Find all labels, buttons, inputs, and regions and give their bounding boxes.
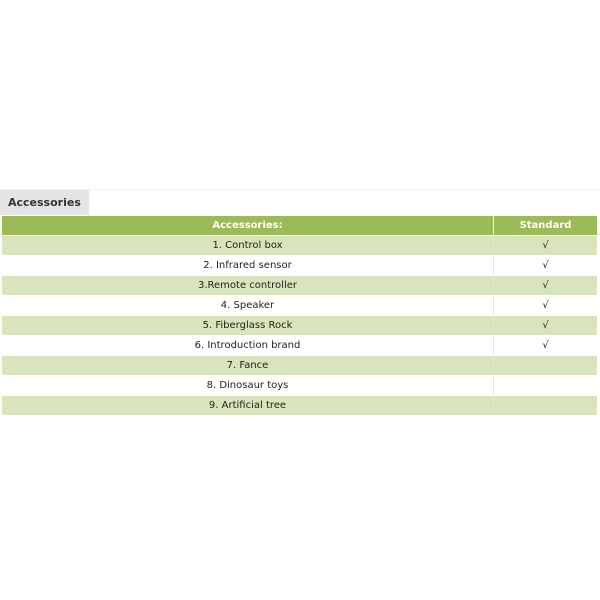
accessory-name-cell: 2. Infrared sensor [2, 256, 494, 276]
standard-check-cell: √ [494, 256, 598, 276]
accessory-name-cell: 3.Remote controller [2, 276, 494, 296]
table-row [2, 236, 598, 256]
tab-accessories[interactable]: Accessories [0, 190, 89, 215]
column-header-accessories: Accessories: [2, 216, 494, 236]
table-row [2, 276, 598, 296]
table-row [2, 296, 598, 316]
accessory-name-cell: 1. Control box [2, 236, 494, 256]
tab-strip [0, 189, 600, 215]
table-row [2, 316, 598, 336]
standard-check-cell [494, 396, 598, 416]
table-row [2, 356, 598, 376]
accessory-name-cell: 4. Speaker [2, 296, 494, 316]
accessory-name-cell: 8. Dinosaur toys [2, 376, 494, 396]
standard-check-cell: √ [494, 276, 598, 296]
standard-check-cell [494, 376, 598, 396]
accessory-name-cell: 5. Fiberglass Rock [2, 316, 494, 336]
table-row [2, 256, 598, 276]
table-row [2, 376, 598, 396]
standard-check-cell [494, 356, 598, 376]
accessory-name-cell: 9. Artificial tree [2, 396, 494, 416]
standard-check-cell: √ [494, 316, 598, 336]
standard-check-cell: √ [494, 236, 598, 256]
accessory-name-cell: 6. Introduction brand [2, 336, 494, 356]
column-header-standard: Standard [494, 216, 598, 236]
accessory-name-cell: 7. Fance [2, 356, 494, 376]
standard-check-cell: √ [494, 336, 598, 356]
table-row [2, 336, 598, 356]
table-header-row [2, 216, 598, 236]
table-row [2, 396, 598, 416]
standard-check-cell: √ [494, 296, 598, 316]
accessories-table [1, 215, 598, 416]
